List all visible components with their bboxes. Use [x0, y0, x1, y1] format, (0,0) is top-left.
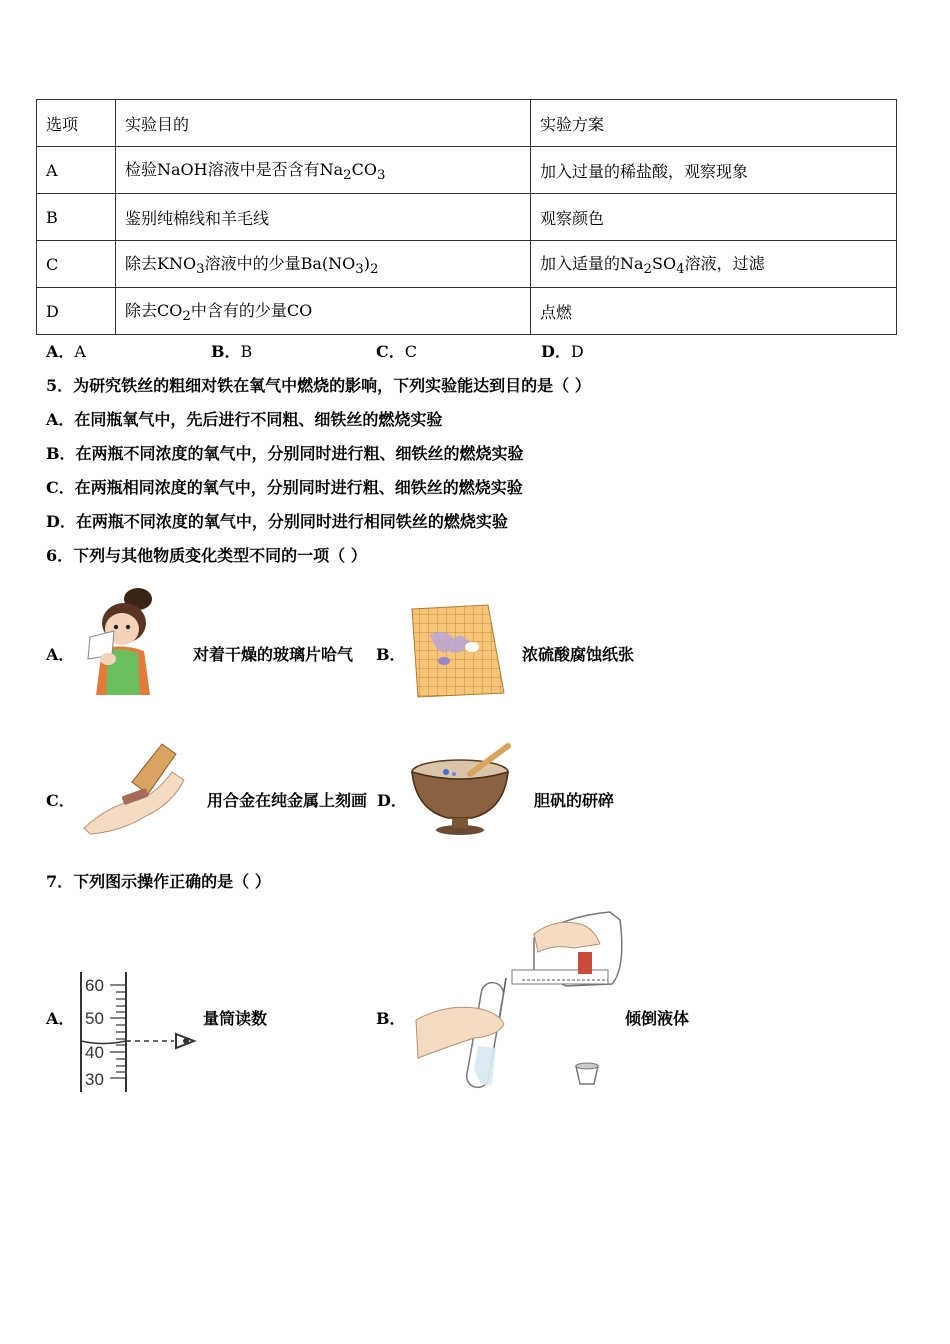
experiment-table: [36, 99, 897, 335]
table-cell-purpose: 检验NaOH溶液中是否含有$Na_2CO_3$: [116, 147, 531, 194]
table-cell-plan: 加入适量的$Na_2SO_4$溶液，过滤: [531, 241, 897, 288]
q6-option-c-caption: 用合金在纯金属上刻画: [207, 791, 368, 810]
q5-option-d[interactable]: D．在两瓶不同浓度的氧气中，分别同时进行相同铁丝的燃烧实验: [46, 512, 508, 531]
q5-stem: 5．为研究铁丝的粗细对铁在氧气中燃烧的影响，下列实验能达到目的是（ ）: [46, 376, 591, 395]
q4-option-b[interactable]: B．B: [211, 342, 253, 361]
table-cell-purpose: 鉴别纯棉线和羊毛线: [116, 194, 531, 241]
scale-label-50: 50: [85, 1009, 104, 1028]
q6-option-a-caption: 对着干燥的玻璃片哈气: [193, 645, 354, 664]
table-header-cell: 实验目的: [116, 100, 531, 147]
girl-breathing-on-glass-illustration: [78, 585, 168, 697]
q5-option-b[interactable]: B．在两瓶不同浓度的氧气中，分别同时进行粗、细铁丝的燃烧实验: [46, 444, 524, 463]
scale-label-30: 30: [85, 1070, 104, 1089]
q6-option-c-letter[interactable]: C．: [46, 791, 75, 810]
table-cell-purpose: 除去$CO_2$中含有的少量CO: [116, 288, 531, 335]
q7-option-a-letter[interactable]: A．: [46, 1009, 75, 1028]
table-row: [37, 288, 897, 335]
pouring-liquid-illustration: [414, 908, 626, 1094]
q4-option-c[interactable]: C．C: [376, 342, 417, 361]
table-row: [37, 241, 897, 288]
q7-stem: 7．下列图示操作正确的是（ ）: [46, 872, 271, 891]
table-cell-option: C: [37, 241, 116, 288]
q6-option-d-caption: 胆矾的研碎: [534, 791, 615, 810]
q6-option-b-caption: 浓硫酸腐蚀纸张: [522, 645, 635, 664]
q5-option-c[interactable]: C．在两瓶相同浓度的氧气中，分别同时进行粗、细铁丝的燃烧实验: [46, 478, 523, 497]
table-header-cell: 选项: [37, 100, 116, 147]
mortar-and-pestle-illustration: [408, 740, 518, 835]
table-cell-option: D: [37, 288, 116, 335]
table-header-cell: 实验方案: [531, 100, 897, 147]
table-cell-plan: 点燃: [531, 288, 897, 335]
table-cell-plan: 观察颜色: [531, 194, 897, 241]
table-row: [37, 147, 897, 194]
q7-option-b-caption: 倾倒液体: [625, 1009, 690, 1028]
corroded-paper-illustration: [410, 605, 505, 697]
q6-option-a-letter[interactable]: A．: [46, 645, 75, 664]
q5-option-a[interactable]: A．在同瓶氧气中，先后进行不同粗、细铁丝的燃烧实验: [46, 410, 443, 429]
q6-option-b-letter[interactable]: B．: [376, 645, 406, 664]
graduated-cylinder-reading-illustration: [78, 968, 203, 1096]
scale-label-40: 40: [85, 1043, 104, 1062]
q4-option-d[interactable]: D．D: [541, 342, 584, 361]
table-cell-plan: 加入过量的稀盐酸，观察现象: [531, 147, 897, 194]
table-row: [37, 194, 897, 241]
q7-option-a-caption: 量筒读数: [203, 1009, 268, 1028]
q7-option-b-letter[interactable]: B．: [376, 1009, 406, 1028]
alloy-scratching-illustration: [80, 742, 185, 834]
scale-label-60: 60: [85, 976, 104, 995]
q6-option-d-letter[interactable]: D．: [377, 791, 407, 810]
table-cell-purpose: 除去$KNO_3$溶液中的少量$Ba(NO_3)_2$: [116, 241, 531, 288]
table-header-row: [37, 100, 897, 147]
table-cell-option: B: [37, 194, 116, 241]
table-cell-option: A: [37, 147, 116, 194]
q6-stem: 6．下列与其他物质变化类型不同的一项（ ）: [46, 546, 367, 565]
q4-option-a[interactable]: A．A: [46, 342, 86, 361]
